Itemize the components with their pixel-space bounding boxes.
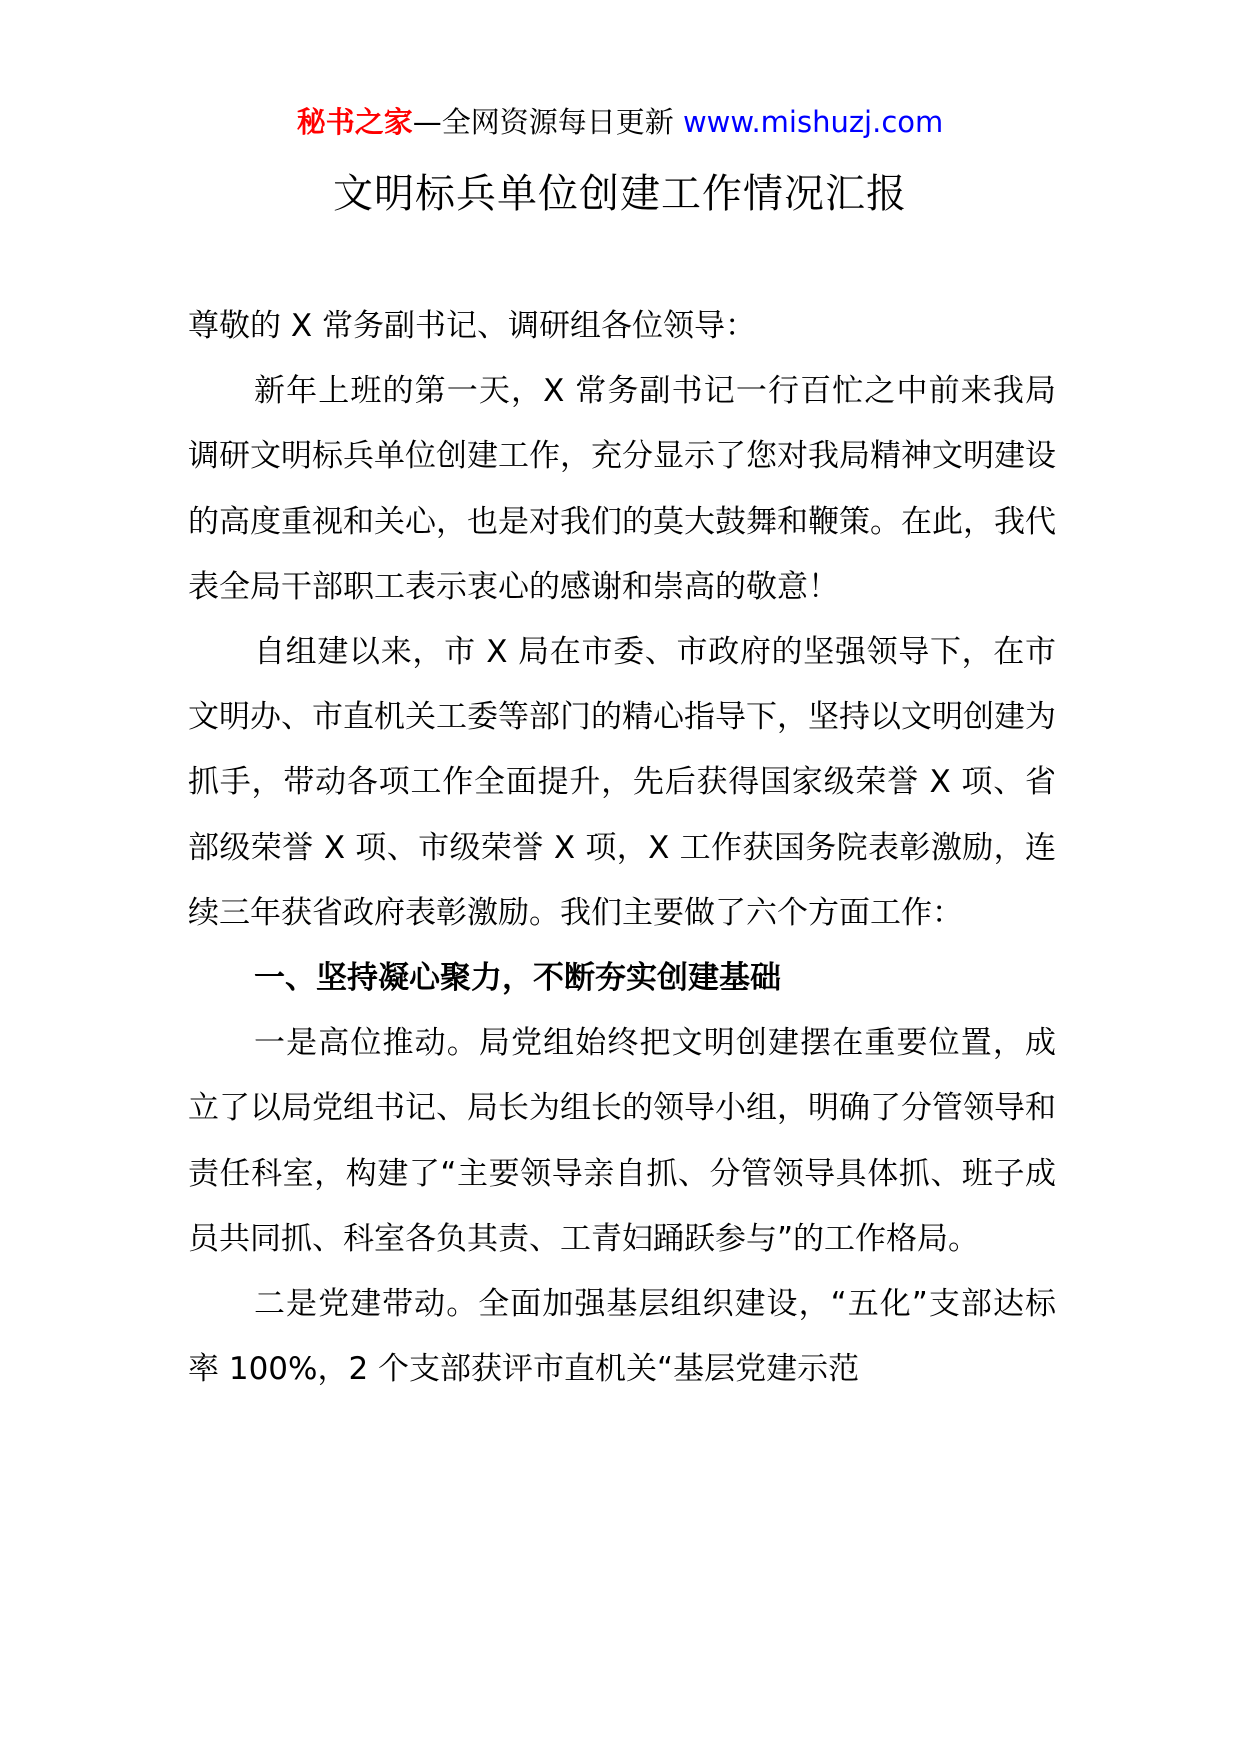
paragraph: 二是党建带动。全面加强基层组织建设，“五化”支部达标率 100%，2 个支部获评市直机关“基层党建示范 [188, 1286, 1056, 1388]
page-header [0, 102, 1240, 142]
paragraph: 自组建以来，市 X 局在市委、市政府的坚强领导下，在市文明办、市直机关工委等部门的精心指导下，坚持以文明创建为抓手，带动各项工作全面提升，先后获得国家级荣誉 X 项、省部级荣誉 X 项、市级荣誉 X 项，X 工作获国务院表彰激励，连续三年获省政府表彰激励。我们主要做了六个方面工作： [188, 634, 1056, 931]
header-tagline: —全网资源每日更新 [412, 105, 683, 139]
site-url-link[interactable]: www.mishuzj.com [682, 105, 944, 139]
document-title: 文明标兵单位创建工作情况汇报 [333, 171, 907, 217]
document-body [188, 294, 1056, 1402]
brand-name: 秘书之家 [296, 105, 413, 139]
paragraph: 一是高位推动。局党组始终把文明创建摆在重要位置，成立了以局党组书记、局长为组长的领导小组，明确了分管领导和责任科室，构建了“主要领导亲自抓、分管领导具体抓、班子成员共同抓、科室各负其责、工青妇踊跃参与”的工作格局。 [188, 1025, 1056, 1257]
paragraph: 新年上班的第一天，X 常务副书记一行百忙之中前来我局调研文明标兵单位创建工作，充分显示了您对我局精神文明建设的高度重视和关心，也是对我们的莫大鼓舞和鞭策。在此，我代表全局干部职工表示衷心的感谢和崇高的敬意！ [188, 373, 1056, 605]
salutation: 尊敬的 X 常务副书记、调研组各位领导： [188, 308, 756, 344]
section-heading: 一、坚持凝心聚力，不断夯实创建基础 [254, 960, 781, 997]
